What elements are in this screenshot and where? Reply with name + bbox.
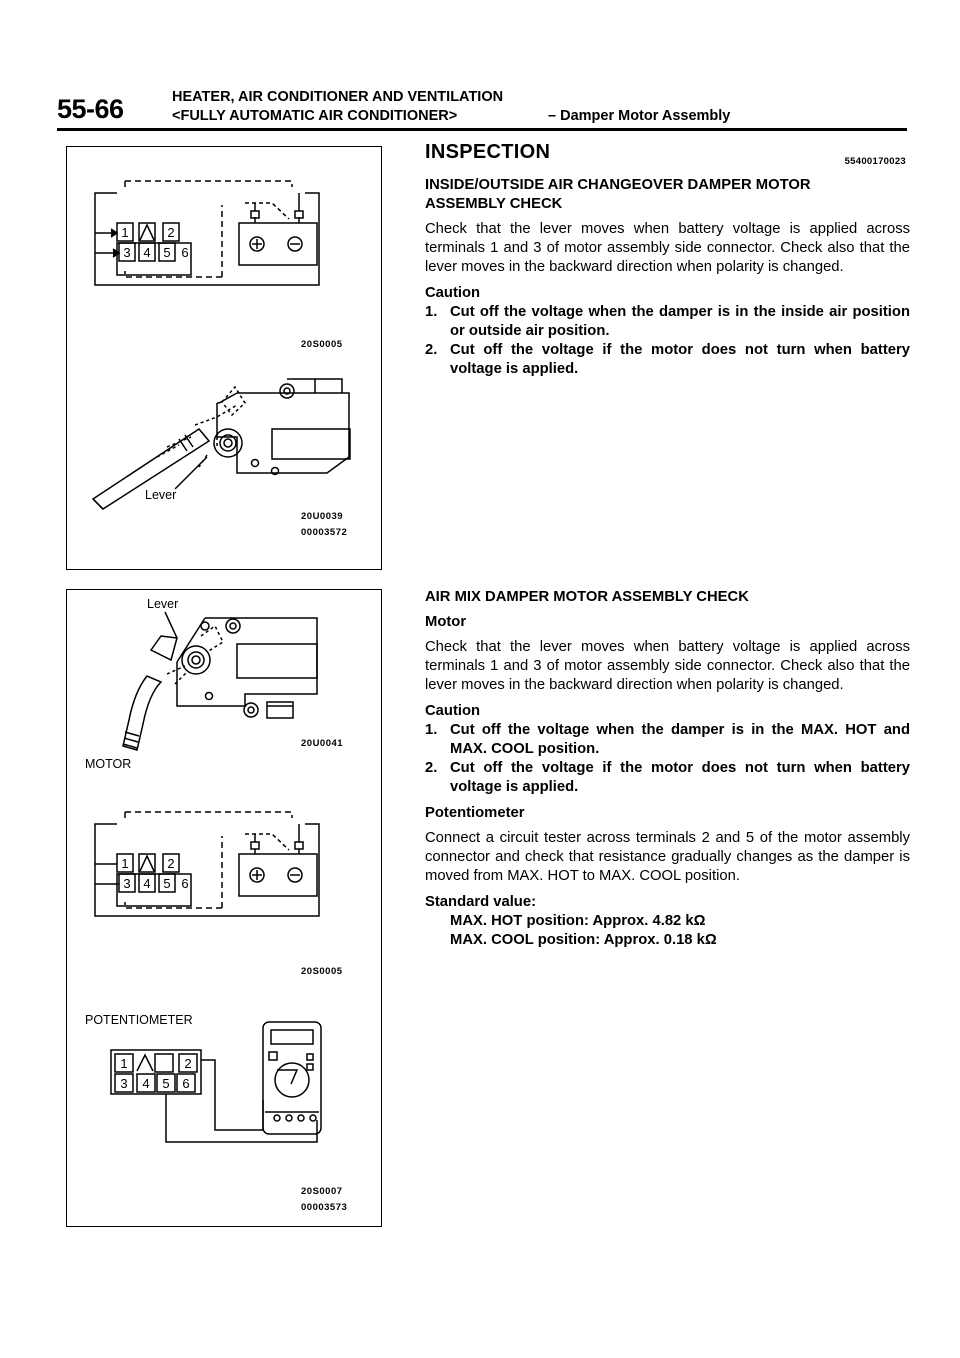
standard-value-hot: MAX. HOT position: Approx. 4.82 kΩ	[450, 913, 706, 929]
inspection-subheading: INSIDE/OUTSIDE AIR CHANGEOVER DAMPER MOTOR ASSEMBLY CHECK	[425, 177, 811, 212]
inspection-heading: INSPECTION	[425, 141, 551, 163]
pin-1: 1	[121, 225, 129, 240]
pin-3: 3	[123, 245, 131, 260]
pin-3: 3	[123, 876, 131, 891]
air-mix-section	[425, 588, 910, 950]
page-number: 55-66	[57, 94, 124, 124]
caution-item: 1. Cut off the voltage when the damper is in the MAX. HOT and MAX. COOL position.	[425, 722, 910, 757]
caution-list	[425, 721, 910, 797]
potentiometer-body: Connect a circuit tester across terminals 2 and 5 of the motor assembly connector and check that resistance gradually changes as the damper is moved from MAX. HOT to MAX. COOL position.	[425, 830, 910, 884]
caution-label: Caution	[425, 285, 481, 301]
inspection-body: Check that the lever moves when battery voltage is applied across terminals 1 and 3 of motor assembly side connector. Check also that the lever moves in the backward direction when polarity is changed.	[425, 221, 910, 275]
lever-label: Lever	[145, 488, 177, 502]
pot-pin-3: 3	[120, 1076, 128, 1091]
pin-2: 2	[167, 856, 175, 871]
pot-pin-2: 2	[184, 1056, 192, 1071]
potentiometer-label: POTENTIOMETER	[85, 1013, 193, 1027]
section-title: HEATER, AIR CONDITIONER AND VENTILATION	[172, 89, 504, 105]
inspection-section	[425, 143, 910, 379]
header-rule	[57, 128, 907, 131]
caution-label: Caution	[425, 703, 481, 719]
pin-6: 6	[181, 245, 189, 260]
motor-subheading: Motor	[425, 614, 467, 630]
wiring-diagram-top	[67, 147, 381, 569]
figure-code: 00003573	[301, 1202, 348, 1213]
lever-label: Lever	[147, 597, 179, 611]
pin-1: 1	[121, 856, 129, 871]
section-subtitle: <FULLY AUTOMATIC AIR CONDITIONER>	[172, 108, 458, 124]
pin-2: 2	[167, 225, 175, 240]
air-mix-heading: AIR MIX DAMPER MOTOR ASSEMBLY CHECK	[425, 589, 749, 605]
inspection-ref-code: 55400170023	[844, 156, 906, 167]
pot-pin-4: 4	[142, 1076, 150, 1091]
figure-code: 20S0007	[301, 1186, 343, 1197]
wiring-diagram-bottom	[67, 590, 381, 1226]
pin-5: 5	[163, 876, 171, 891]
pin-4: 4	[143, 876, 151, 891]
pin-4: 4	[143, 245, 151, 260]
standard-value-label: Standard value:	[425, 894, 537, 910]
standard-value-cool: MAX. COOL position: Approx. 0.18 kΩ	[450, 932, 717, 948]
air-mix-motor-drawing	[123, 612, 317, 750]
pin-6: 6	[181, 876, 189, 891]
caution-item: 2. Cut off the voltage if the motor does not turn when battery voltage is applied.	[425, 760, 910, 795]
figure-code: 20S0005	[301, 966, 343, 977]
motor-body: Check that the lever moves when battery voltage is applied across terminals 1 and 3 of motor assembly side connector. Check also that the lever moves in the backward direction when polarity is changed.	[425, 639, 910, 693]
caution-list	[425, 303, 910, 379]
figure-panel-bottom	[66, 589, 382, 1227]
figure-panel-top	[66, 146, 382, 570]
damper-motor-drawing	[93, 379, 350, 509]
caution-item: 1. Cut off the voltage when the damper is in the inside air position or outside air position.	[425, 304, 910, 339]
motor-label: MOTOR	[85, 757, 132, 771]
pot-pin-6: 6	[182, 1076, 190, 1091]
caution-item: 2. Cut off the voltage if the motor does not turn when battery voltage is applied.	[425, 342, 910, 377]
section-topic: – Damper Motor Assembly	[548, 108, 731, 124]
pin-5: 5	[163, 245, 171, 260]
pot-pin-1: 1	[120, 1056, 128, 1071]
figure-code: 00003572	[301, 527, 348, 538]
pot-pin-5: 5	[162, 1076, 170, 1091]
potentiometer-subheading: Potentiometer	[425, 805, 525, 821]
figure-code: 20U0041	[301, 738, 344, 749]
figure-code: 20S0005	[301, 339, 343, 350]
figure-code: 20U0039	[301, 511, 344, 522]
